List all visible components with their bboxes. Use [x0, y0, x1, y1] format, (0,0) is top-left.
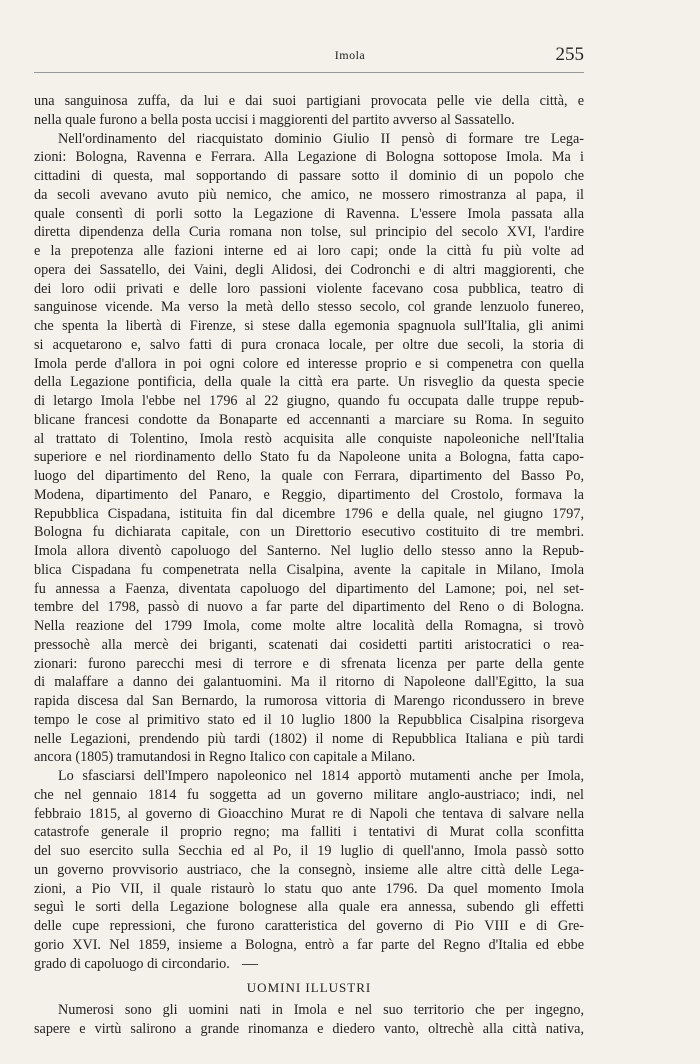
text-line: fu annessa a Faenza, diventata capoluogo del dipartimento del Lamone; poi, nel set-: [34, 580, 584, 597]
text-line: gorio XVI. Nel 1859, insieme a Bologna, entrò a far parte del Regno d'Italia ed ebbe: [34, 936, 584, 953]
text-line: che spenta la libertà di Firenze, si stese dalla egemonia spagnuola sull'Italia, gli animi: [34, 318, 584, 334]
text-line: nelle Legazioni, prendendo più tardi (1802) il nome di Repubblica Italiana e più tardi: [34, 730, 584, 747]
text-line: [34, 955, 584, 974]
text-line: blica Cispadana fu compenetrata nella Cisalpina, avente la capitale in Milano, Imola: [34, 561, 584, 578]
text-line: delle cupe repressioni, che furono caratteristica del governo di Pio VIII e di Gre-: [34, 918, 584, 934]
text-line: un governo provvisorio austriaco, che la consegnò, insieme alle altre città delle Lega-: [34, 861, 584, 878]
text-line: una sanguinosa zuffa, da lui e dai suoi partigiani provocata pelle vie della città, e: [34, 93, 584, 109]
text-line: al trattato di Tolentino, Imola restò acquisita alle conquiste napoleoniche nell'Italia: [34, 430, 584, 447]
text-line: da secoli avevano avuto più nemico, che amico, ne mossero rimostranza al papa, il: [34, 186, 584, 203]
text-line: Imola perde d'allora in poi ogni colore ed interesse proprio e si compenetra con quella: [34, 355, 584, 372]
text-line: pressochè alla mercè dei briganti, scatenati dai cosidetti partiti aristocratici o rea-: [34, 636, 584, 653]
text-line-content: grado di capoluogo di circondario.: [34, 955, 230, 972]
text-line: Bologna fu dichiarata capitale, con un Direttorio esecutivo costituito di tre membri.: [34, 524, 584, 541]
text-line: del suo esercito sulla Secchia ed al Po, il 19 luglio di quell'anno, Imola passò sotto: [34, 843, 584, 859]
text-line: luogo del dipartimento del Reno, la quale con Ferrara, dipartimento del Basso Po,: [34, 468, 584, 484]
text-line: rapida discesa dal San Bernardo, la rumorosa vittoria di Marengo ricondussero in breve: [34, 693, 584, 709]
text-line: sanguinose vicende. Ma verso la metà dello stesso secolo, col grande lenzuolo funereo,: [34, 299, 584, 316]
end-rule: [242, 964, 258, 965]
text-line: di malaffare a danno dei galantuomini. Ma il ritorno di Napoleone dall'Egitto, la sua: [34, 674, 584, 691]
text-line: Nella reazione del 1799 Imola, come molte altre località della Romagna, si trovò: [34, 618, 584, 634]
text-line: che nel gennaio 1814 fu soggetta ad un governo militare anglo-austriaco; indi, nel: [34, 786, 584, 803]
running-title: Imola: [334, 48, 366, 62]
main-text: [34, 92, 584, 1039]
text-line: Lo sfasciarsi dell'Impero napoleonico nel 1814 apportò mutamenti anche per Imola,: [58, 768, 584, 784]
text-line: Modena, dipartimento del Panaro, e Reggio, dipartimento del Crostolo, formava la: [34, 486, 584, 503]
header-rule: [34, 72, 584, 73]
text-line: tempo le cose al primitivo stato ed il 10 luglio 1800 la Repubblica Cisalpina risorgeva: [34, 711, 584, 728]
running-header: [0, 44, 700, 68]
text-line: di letargo Imola l'ebbe nel 1796 al 22 giugno, quando fu occupata dalle truppe repub-: [34, 393, 584, 409]
text-line: zionari: furono parecchi mesi di terrore e di sfrenata licenza per parte della gente: [34, 655, 584, 672]
text-line: zioni, a Pio VII, il quale ristaurò lo statu quo ante 1796. Da quel momento Imola: [34, 880, 584, 897]
page-number: 255: [555, 44, 584, 65]
text-line: cittadini di questa, mal sopportando di passare sotto il dominio di un popolo che: [34, 168, 584, 184]
text-line: Numerosi sono gli uomini nati in Imola e nel suo territorio che per ingegno,: [58, 1002, 584, 1019]
text-line: superiore e nel riordinamento dello Stato fu da Napoleone unita a Bologna, fatta capo-: [34, 449, 584, 466]
text-line: dei loro odii privati e delle loro passioni violente facevano cosa pubblica, teatro di: [34, 280, 584, 297]
section-heading: UOMINI ILLUSTRI: [246, 980, 372, 996]
text-line: e la prepotenza alle fazioni interne ed ai loro capi; onde la città fu più volte ad: [34, 243, 584, 259]
paragraph-4: [34, 1001, 584, 1039]
text-line: Imola allora diventò capoluogo del Santerno. Nel luglio dello stesso anno la Repub-: [34, 543, 584, 559]
text-line: ancora (1805) tramutandosi in Regno Italico con capitale a Milano.: [34, 749, 416, 766]
text-line: sapere e virtù salirono a grande rinomanza e diedero vanto, oltrechè alla città nativa,: [34, 1021, 584, 1037]
paragraph-3: [34, 767, 584, 973]
paragraph-2: [34, 130, 584, 768]
text-line: si acquetarono e, salvo fatti di pura cronaca locale, per oltre due secoli, la storia di: [34, 336, 584, 353]
text-line: quale consentì di porli sotto la Legazione di Ravenna. L'essere Imola passata alla: [34, 205, 584, 222]
text-line: opera dei Sassatello, dei Vaini, degli Alidosi, dei Codronchi e di altri maggiorenti, che: [34, 261, 584, 278]
text-line: zioni: Bologna, Ravenna e Ferrara. Alla Legazione di Bologna sottopose Imola. Ma i: [34, 149, 584, 166]
text-line: della Legazione pontificia, della quale la città era parte. Un risveglio da questa specie: [34, 374, 584, 391]
text-line: blicane francesi condotte da Bonaparte ed accennanti a marciare su Roma. In seguito: [34, 411, 584, 428]
text-line: Repubblica Cispadana, istituita fin dal dicembre 1796 e della quale, nel giugno 1797,: [34, 505, 584, 522]
text-line: Nell'ordinamento del riacquistato dominio Giulio II pensò di formare tre Lega-: [58, 130, 584, 147]
text-line: catastrofe generale il proprio regno; ma falliti i tentativi di Murat colla sconfitta: [34, 824, 584, 841]
text-line: nella quale furono a bella posta uccisi i maggiorenti del partito avverso al Sassatello.: [34, 111, 515, 128]
text-line: seguì le sorti della Legazione bolognese alla quale era annessa, subendo gli effetti: [34, 899, 584, 916]
text-line: tembre del 1798, passò di nuovo a far parte del dipartimento del Reno o di Bologna.: [34, 599, 584, 616]
paragraph-1: [34, 92, 584, 130]
text-line: diretta dipendenza della Curia romana non tolse, sul principio del secolo XVI, l'ardire: [34, 224, 584, 241]
text-line: febbraio 1815, al governo di Gioacchino Murat re di Napoli che tentava di salvare nella: [34, 805, 584, 822]
